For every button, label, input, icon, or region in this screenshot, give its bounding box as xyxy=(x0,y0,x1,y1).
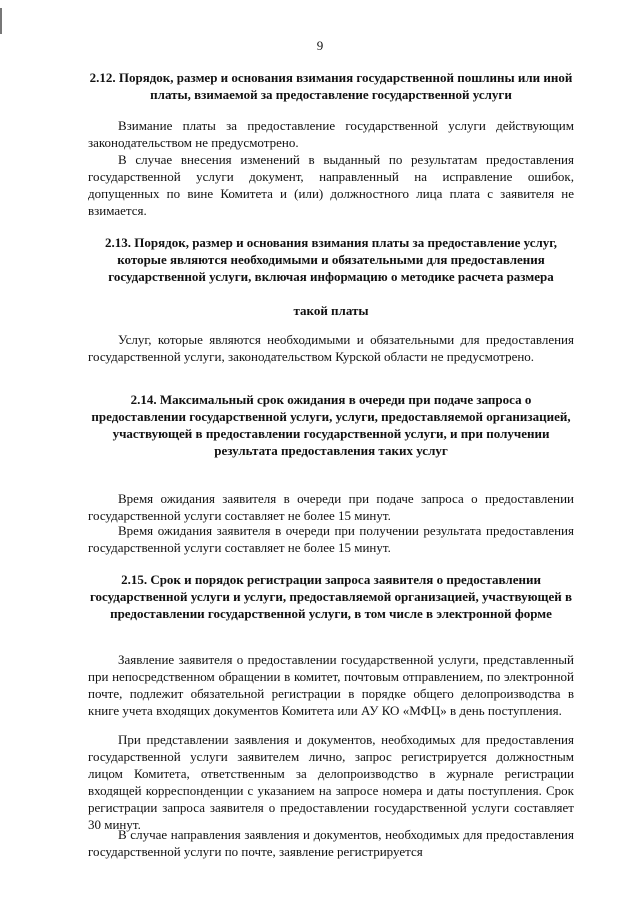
section-2-14-paragraph-1: Время ожидания заявителя в очереди при подаче запроса о предоставлении государственной услуги составляет не более 15 минут. xyxy=(88,491,574,523)
section-2-13-paragraph-1: Услуг, которые являются необходимыми и обязательными для предоставления государственной услуги, законодательством Курской области не предусмотрено. xyxy=(88,332,574,364)
section-2-13-heading-tail: такой платы xyxy=(293,303,369,318)
section-2-15-paragraph-2: При представлении заявления и документов, необходимых для предоставления государственной услуги заявителем лично, запрос регистрируется должностным лицом Комитета, ответственным за делопроизводство в журнале регистрации входящей корреспонденции с указанием на запросе номера и даты поступления. Срок регистрации запроса заявителя о предоставлении государственной услуги составляет 30 минут. xyxy=(88,732,574,832)
section-2-15-heading: 2.15. Срок и порядок регистрации запроса заявителя о предоставлении государственной услуги и услуги, предоставляемой организацией, участвующей в предоставлении государственной услуги, в том числе в электронной форме xyxy=(89,572,573,621)
page-number: 9 xyxy=(316,38,324,53)
section-2-12-paragraph-1: Взимание платы за предоставление государственной услуги действующим законодательством не предусмотрено. xyxy=(88,118,574,150)
section-2-12-paragraph-2: В случае внесения изменений в выданный по результатам предоставления государственной услуги документ, направленный на исправление ошибок, допущенных по вине Комитета и (или) должностного лица плата с заявителя не взимается. xyxy=(88,152,574,218)
section-2-14-heading: 2.14. Максимальный срок ожидания в очереди при подаче запроса о предоставлении государственной услуги, услуги, предоставляемой организацией, участвующей в предоставлении государственной услуги, и при получении результата предоставления таких услуг xyxy=(91,392,571,458)
section-2-13-heading: 2.13. Порядок, размер и основания взимания платы за предоставление услуг, которые являются необходимыми и обязательными для предоставления государственной услуги, включая информацию о методике расчета размера xyxy=(105,235,557,284)
section-2-15-paragraph-1: Заявление заявителя о предоставлении государственной услуги, представленный при непосредственном обращении в комитет, почтовым отправлением, по электронной почте, подлежит обязательной регистрации в порядке общего делопроизводства в книге учета входящих документов Комитета или АУ КО «МФЦ» в день поступления. xyxy=(88,652,574,718)
scan-edge-mark xyxy=(0,8,2,34)
section-2-12-heading: 2.12. Порядок, размер и основания взимания государственной пошлины или иной платы, взимаемой за предоставление государственной услуги xyxy=(89,70,573,102)
section-2-15-paragraph-3: В случае направления заявления и документов, необходимых для предоставления государственной услуги по почте, заявление регистрируется xyxy=(88,827,574,859)
section-2-14-paragraph-2: Время ожидания заявителя в очереди при получении результата предоставления государственной услуги составляет не более 15 минут. xyxy=(88,523,574,555)
